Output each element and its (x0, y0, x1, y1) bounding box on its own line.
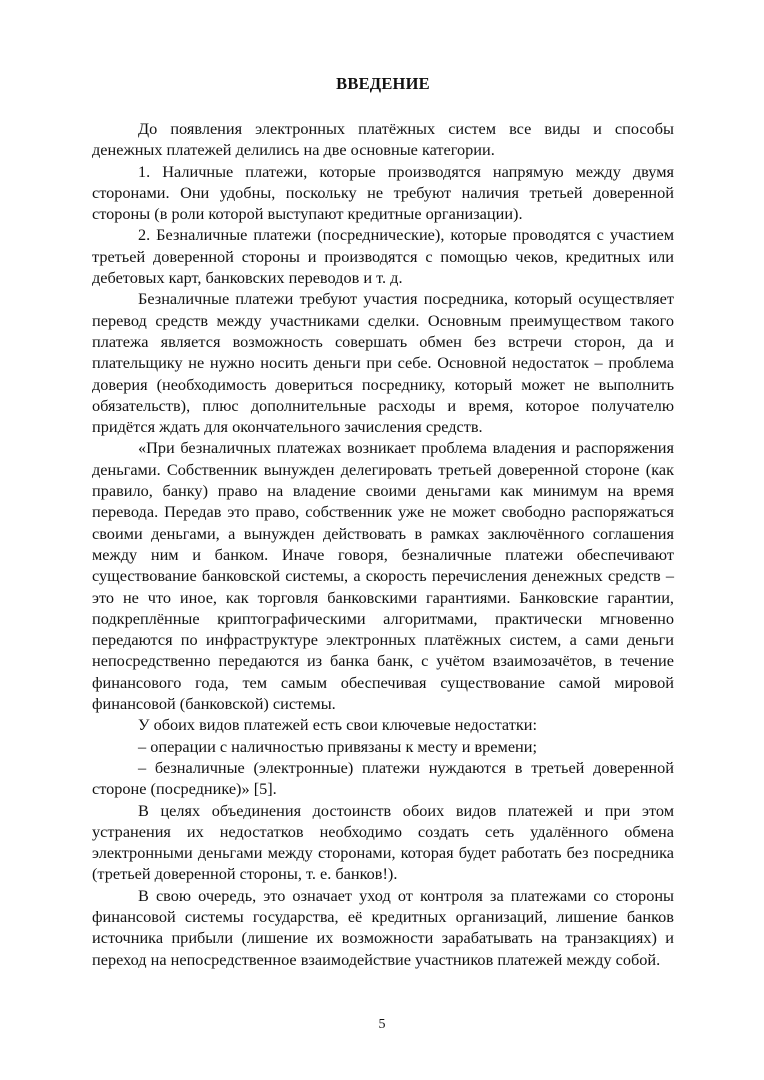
list-item-cash-drawback: – операции с наличностью привязаны к месту и времени; (138, 736, 538, 756)
paragraph-noncash-payments: 2. Безналичные платежи (посреднические), которые проводятся с участием третьей доверенной стороны и производятся с помощью чеков, кредитных или дебетовых карт, банковских переводов и т. д. (92, 225, 674, 288)
page-number: 5 (378, 1017, 386, 1032)
paragraph-network-goal: В целях объединения достоинств обоих видов платежей и при этом устранения их недостатков необходимо создать сеть удалённого обмена электронными деньгами между сторонами, которая будет работать без посредника (третьей доверенной стороны, т. е. банков!). (92, 800, 674, 884)
paragraph-consequences: В свою очередь, это означает уход от контроля за платежами со стороны финансовой системы государства, её кредитных организаций, лишение банков источника прибыли (лишение их возможности зарабатывать на транзакциях) и переход на непосредственное взаимодействие участников платежей между собой. (92, 885, 674, 969)
document-page (92, 60, 674, 970)
paragraph-intermediary: Безналичные платежи требуют участия посредника, который осуществляет перевод средств между участниками сделки. Основным преимуществом такого платежа является возможность совершать обмен без встречи сторон, да и плательщику не нужно носить деньги при себе. Основной недостаток – проблема доверия (необходимость довериться посреднику, который может не выполнить обязательств), плюс дополнительные расходы и время, которое получателю придётся ждать для окончательного зачисления средств. (92, 289, 674, 437)
paragraph-drawbacks-intro: У обоих видов платежей есть свои ключевые недостатки: (138, 715, 537, 735)
list-item-electronic-drawback: – безналичные (электронные) платежи нуждаются в третьей доверенной стороне (посреднике)» [5]. (92, 757, 674, 799)
paragraph-intro: До появления электронных платёжных систем все виды и способы денежных платежей делились на две основные категории. (92, 119, 674, 160)
paragraph-quote: «При безналичных платежах возникает проблема владения и распоряжения деньгами. Собственник вынужден делегировать третьей доверенной стороне (как правило, банку) право на владение своими деньгами как минимум на время перевода. Передав это право, собственник уже не может свободно распоряжаться своими деньгами, а вынужден действовать в рамках заключённого соглашения между ним и банком. Иначе говоря, безналичные платежи обеспечивают существование банковской системы, а скорость перечисления денежных средств – это не что иное, как торговля банковскими гарантиями. Банковские гарантии, подкреплённые криптографическими алгоритмами, практически мгновенно передаются по инфраструктуре электронных платёжных систем, а сами деньги непосредственно передаются из банка банк, с учётом взаимозачётов, в течение финансового года, тем самым обеспечивая существование самой мировой финансовой (банковской) системы. (92, 438, 674, 714)
paragraph-cash-payments: 1. Наличные платежи, которые производятся напрямую между двумя сторонами. Они удобны, поскольку не требуют наличия третьей доверенной стороны (в роли которой выступают кредитные организации). (92, 161, 674, 224)
section-title: ВВЕДЕНИЕ (336, 74, 430, 93)
